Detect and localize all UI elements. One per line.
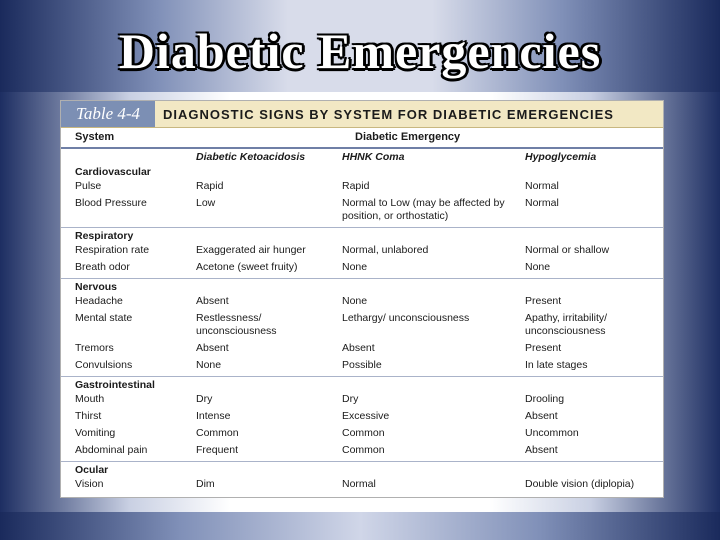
cell-hhnk: Normal to Low (may be affected by position, or orthostatic) bbox=[342, 197, 505, 222]
table-number-badge: Table 4-4 bbox=[61, 101, 155, 127]
cell-hypoglycemia: In late stages bbox=[525, 359, 588, 371]
row-sign: Abdominal pain bbox=[75, 444, 148, 456]
row-sign: Headache bbox=[75, 295, 123, 307]
section-title: Nervous bbox=[75, 281, 118, 293]
table-row bbox=[61, 342, 663, 359]
section-title: Cardiovascular bbox=[75, 166, 151, 178]
column-header-row bbox=[61, 128, 663, 149]
row-sign: Mental state bbox=[75, 312, 133, 324]
section-cardiovascular bbox=[61, 164, 663, 228]
cell-hhnk: Common bbox=[342, 427, 385, 439]
row-sign: Tremors bbox=[75, 342, 114, 354]
condition-header-row bbox=[61, 149, 663, 164]
table-body bbox=[61, 164, 663, 495]
row-sign: Thirst bbox=[75, 410, 102, 422]
cell-hypoglycemia: Present bbox=[525, 295, 562, 307]
cell-hypoglycemia: Normal bbox=[525, 180, 559, 192]
cell-hypoglycemia: Present bbox=[525, 342, 562, 354]
row-sign: Vision bbox=[75, 478, 104, 490]
table-row bbox=[61, 427, 663, 444]
cell-hypoglycemia: Double vision (diplopia) bbox=[525, 478, 635, 490]
table-row bbox=[61, 180, 663, 197]
cell-hypoglycemia: Normal or shallow bbox=[525, 244, 610, 256]
table-row bbox=[61, 312, 663, 342]
section-title: Respiratory bbox=[75, 230, 134, 242]
slide-title: Diabetic Emergencies bbox=[118, 23, 602, 79]
cell-dka: Frequent bbox=[196, 444, 239, 456]
cell-dka: Intense bbox=[196, 410, 231, 422]
cell-hhnk: None bbox=[342, 295, 368, 307]
cell-hypoglycemia: Absent bbox=[525, 444, 558, 456]
cell-hhnk: Rapid bbox=[342, 180, 370, 192]
table-row bbox=[61, 478, 663, 495]
row-sign: Convulsions bbox=[75, 359, 133, 371]
cell-dka: Rapid bbox=[196, 180, 224, 192]
cell-hhnk: Dry bbox=[342, 393, 359, 405]
cell-dka: None bbox=[196, 359, 222, 371]
cell-hypoglycemia: Absent bbox=[525, 410, 558, 422]
row-sign: Breath odor bbox=[75, 261, 130, 273]
cell-hhnk: Common bbox=[342, 444, 385, 456]
cell-hhnk: None bbox=[342, 261, 368, 273]
table-row bbox=[61, 295, 663, 312]
table-row bbox=[61, 197, 663, 227]
diagnostic-table bbox=[60, 100, 664, 498]
table-row bbox=[61, 444, 663, 461]
cell-hypoglycemia: Apathy, irritability/ unconsciousness bbox=[525, 312, 608, 337]
emergency-header: Diabetic Emergency bbox=[355, 131, 461, 143]
cell-hhnk: Normal, unlabored bbox=[342, 244, 429, 256]
cell-dka: Restlessness/ unconsciousness bbox=[196, 312, 277, 337]
section-respiratory bbox=[61, 228, 663, 279]
cell-dka: Acetone (sweet fruity) bbox=[196, 261, 298, 273]
section-nervous bbox=[61, 279, 663, 377]
cell-dka: Exaggerated air hunger bbox=[196, 244, 306, 256]
cell-hhnk: Normal bbox=[342, 478, 376, 490]
table-row bbox=[61, 410, 663, 427]
cell-dka: Absent bbox=[196, 295, 229, 307]
row-sign: Mouth bbox=[75, 393, 105, 405]
row-sign: Vomiting bbox=[75, 427, 116, 439]
cell-dka: Dim bbox=[196, 478, 215, 490]
table-row bbox=[61, 244, 663, 261]
cell-hypoglycemia: Drooling bbox=[525, 393, 565, 405]
cell-hhnk: Excessive bbox=[342, 410, 390, 422]
section-title: Ocular bbox=[75, 464, 109, 476]
col-header-dka: Diabetic Ketoacidosis bbox=[196, 151, 306, 163]
section-title: Gastrointestinal bbox=[75, 379, 155, 391]
cell-dka: Low bbox=[196, 197, 216, 209]
cell-hhnk: Absent bbox=[342, 342, 375, 354]
row-sign: Pulse bbox=[75, 180, 102, 192]
cell-hypoglycemia: Normal bbox=[525, 197, 559, 209]
table-row bbox=[61, 393, 663, 410]
cell-hypoglycemia: Uncommon bbox=[525, 427, 579, 439]
col-header-hhnk: HHNK Coma bbox=[342, 151, 405, 163]
col-header-hypoglycemia: Hypoglycemia bbox=[525, 151, 597, 163]
section-gastrointestinal bbox=[61, 377, 663, 462]
cell-dka: Common bbox=[196, 427, 239, 439]
cell-hhnk: Lethargy/ unconsciousness bbox=[342, 312, 470, 324]
table-caption: DIAGNOSTIC SIGNS BY SYSTEM FOR DIABETIC EMERGENCIES bbox=[163, 106, 614, 122]
row-sign: Respiration rate bbox=[75, 244, 150, 256]
table-row bbox=[61, 359, 663, 376]
cell-dka: Absent bbox=[196, 342, 229, 354]
bottom-band bbox=[0, 512, 720, 540]
cell-hhnk: Possible bbox=[342, 359, 382, 371]
cell-dka: Dry bbox=[196, 393, 213, 405]
table-header bbox=[61, 101, 663, 128]
system-header: System bbox=[75, 131, 115, 143]
section-ocular bbox=[61, 462, 663, 495]
table-row bbox=[61, 261, 663, 278]
cell-hypoglycemia: None bbox=[525, 261, 551, 273]
row-sign: Blood Pressure bbox=[75, 197, 147, 209]
